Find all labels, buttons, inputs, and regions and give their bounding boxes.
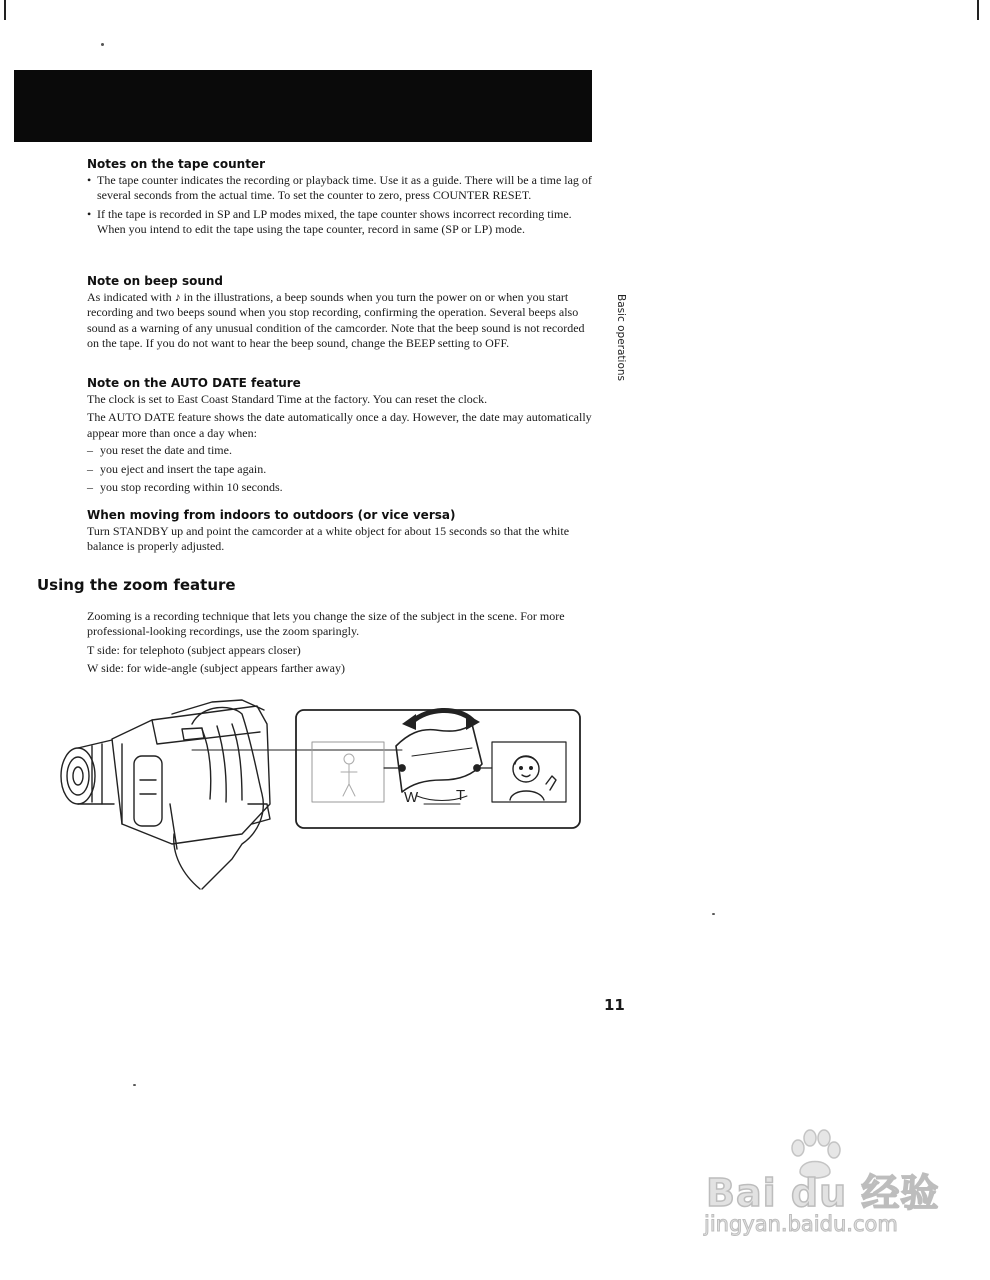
camcorder-zoom-drawing: [52, 684, 592, 894]
auto-date-item: – you reset the date and time.: [87, 443, 595, 458]
beep-note: [87, 274, 595, 352]
zoom-inset-frame: [296, 710, 580, 828]
beep-text: As indicated with ♪ in the illustrations, a beep sounds when you turn the power on or when you start recording and two beeps sound when you stop recording, confirming the operation. Several beeps also sound as a warning of any unusual condition of the camcorder. Note that the beep sound is not recorded on the tape. If you do not want to hear the beep sound, change the BEEP setting to OFF.: [87, 290, 585, 351]
zoom-illustration: [52, 684, 592, 894]
scan-speck: [712, 913, 715, 915]
indoors-text: Turn STANDBY up and point the camcorder at a white object for about 15 seconds so that the white balance is properly adjusted.: [87, 524, 570, 554]
lever-label-w: W: [404, 789, 419, 806]
baidu-watermark: [700, 1128, 940, 1248]
auto-date-list: [87, 443, 595, 495]
scan-speck: [101, 43, 104, 46]
tape-counter-notes: [87, 157, 595, 241]
lever-label-t: T: [456, 787, 466, 804]
watermark-url: jingyan.baidu.com: [704, 1212, 898, 1236]
auto-date-item: – you eject and insert the tape again.: [87, 462, 595, 477]
zoom-t-side: T side: for telephoto (subject appears closer): [87, 642, 301, 657]
tape-counter-list: [87, 173, 595, 238]
header-black-bar: [14, 70, 592, 142]
zoom-intro: Zooming is a recording technique that lets you change the size of the subject in the scene. For more professional-looking recordings, use the zoom sparingly.: [87, 609, 565, 639]
tape-counter-bullet: • If the tape is recorded in SP and LP modes mixed, the tape counter shows incorrect recording time. When you intend to edit the tape using the tape counter, record in same (SP or LP) mode.: [87, 207, 595, 238]
auto-date-heading: Note on the AUTO DATE feature: [87, 376, 301, 390]
zoom-section-title: Using the zoom feature: [37, 576, 236, 594]
camcorder-icon: [61, 700, 270, 889]
indoors-heading: When moving from indoors to outdoors (or vice versa): [87, 508, 456, 522]
scan-edge-mark-right: [977, 0, 979, 20]
zoom-lever-icon: [384, 724, 492, 804]
indoors-outdoors-note: [87, 508, 595, 555]
scan-speck: [133, 1084, 136, 1086]
side-tab-label: Basic operations: [615, 294, 627, 382]
zoom-body: [87, 609, 567, 677]
watermark-logo: Bai du 经验: [706, 1171, 940, 1215]
scan-edge-mark-left: [4, 0, 6, 20]
auto-date-item: – you stop recording within 10 seconds.: [87, 480, 595, 495]
zoom-direction-arrow-icon: [402, 710, 480, 730]
auto-date-line2: The AUTO DATE feature shows the date automatically once a day. However, the date may automatically appear more than once a day when:: [87, 410, 592, 440]
tape-counter-heading: Notes on the tape counter: [87, 157, 266, 171]
auto-date-line1: The clock is set to East Coast Standard Time at the factory. You can reset the clock.: [87, 392, 488, 406]
zoom-w-side: W side: for wide-angle (subject appears farther away): [87, 661, 345, 676]
auto-date-note: [87, 376, 595, 498]
page-number: 11: [604, 996, 625, 1014]
tape-counter-bullet: • The tape counter indicates the recording or playback time. Use it as a guide. There will be a time lag of several seconds from the actual time. To set the counter to zero, press COUNTER RESET.: [87, 173, 595, 204]
wide-angle-view: [312, 742, 384, 802]
side-tab: [611, 294, 631, 394]
telephoto-view: [492, 742, 566, 802]
beep-heading: Note on beep sound: [87, 274, 224, 288]
